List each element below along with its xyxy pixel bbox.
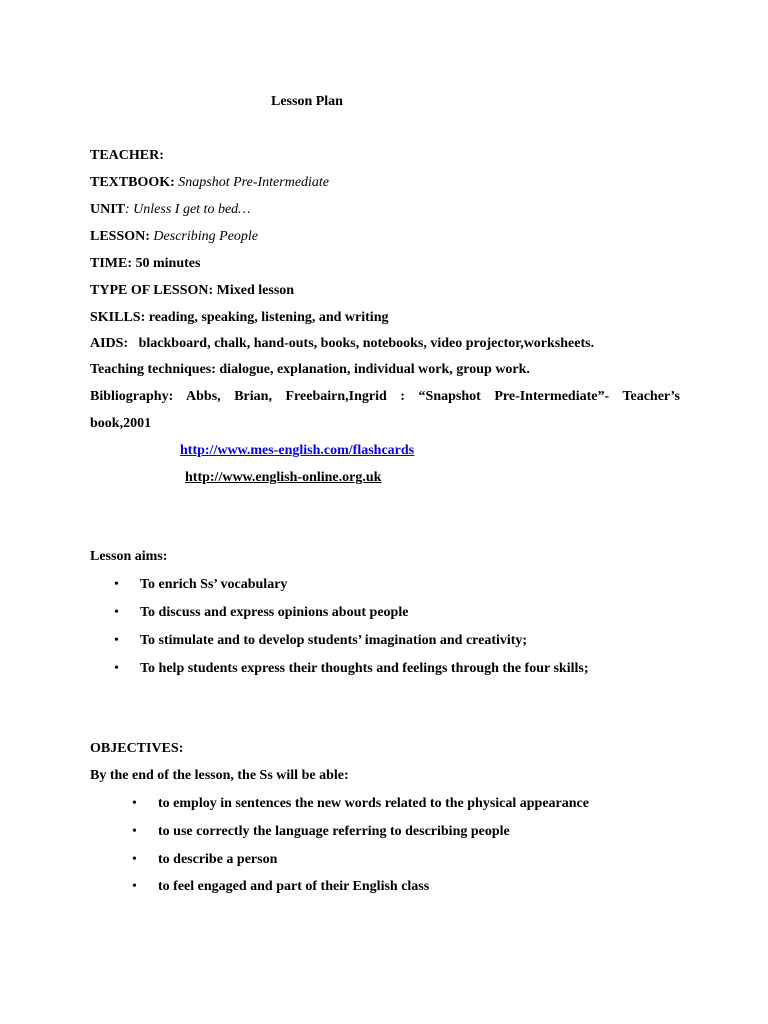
textbook-line	[90, 174, 329, 192]
textbook-label: TEXTBOOK:	[90, 175, 175, 190]
aims-heading: Lesson aims:	[90, 549, 168, 564]
objectives-intro: By the end of the lesson, the Ss will be able:	[90, 768, 349, 783]
unit-value: : Unless I get to bed…	[125, 202, 251, 217]
objectives-item: to describe a person	[158, 852, 278, 867]
teacher-label: TEACHER:	[90, 148, 164, 163]
objectives-item: to use correctly the language referring to describing people	[158, 824, 510, 839]
objectives-heading: OBJECTIVES:	[90, 741, 184, 756]
objectives-item: to feel engaged and part of their English class	[158, 879, 430, 894]
flashcards-link[interactable]: http://www.mes-english.com/flashcards	[180, 443, 415, 458]
aims-item: To discuss and express opinions about people	[140, 605, 409, 620]
objectives-bullet: •	[132, 796, 137, 811]
techniques-line: Teaching techniques: dialogue, explanation, individual work, group work.	[90, 362, 530, 377]
objectives-bullet: •	[132, 879, 137, 894]
lesson-label: LESSON:	[90, 229, 150, 244]
document-title: Lesson Plan	[271, 94, 343, 109]
textbook-value: Snapshot Pre-Intermediate	[178, 175, 330, 190]
lesson-value: Describing People	[153, 229, 259, 244]
aims-item: To stimulate and to develop students’ imagination and creativity;	[140, 633, 528, 648]
bibliography-line-1: Bibliography: Abbs, Brian, Freebairn,Ingrid : “Snapshot Pre-Intermediate”- Teacher’s	[90, 389, 680, 404]
aims-bullet: •	[114, 633, 119, 648]
lesson-line	[90, 228, 258, 246]
unit-label: UNIT	[90, 202, 126, 217]
objectives-bullet: •	[132, 852, 137, 867]
aids-line: AIDS: blackboard, chalk, hand-outs, books, notebooks, video projector,worksheets.	[90, 336, 595, 351]
aims-bullet: •	[114, 661, 119, 676]
aims-bullet: •	[114, 605, 119, 620]
aims-item: To enrich Ss’ vocabulary	[140, 577, 288, 592]
aims-item: To help students express their thoughts and feelings through the four skills;	[140, 661, 589, 676]
objectives-bullet: •	[132, 824, 137, 839]
bibliography-line-2: book,2001	[90, 416, 152, 431]
aims-bullet: •	[114, 577, 119, 592]
type-of-lesson-line: TYPE OF LESSON: Mixed lesson	[90, 283, 295, 298]
skills-line: SKILLS: reading, speaking, listening, and writing	[90, 310, 389, 325]
unit-line	[90, 201, 251, 219]
english-online-link[interactable]: http://www.english-online.org.uk	[185, 470, 382, 485]
time-line: TIME: 50 minutes	[90, 256, 201, 271]
objectives-item: to employ in sentences the new words related to the physical appearance	[158, 796, 589, 811]
